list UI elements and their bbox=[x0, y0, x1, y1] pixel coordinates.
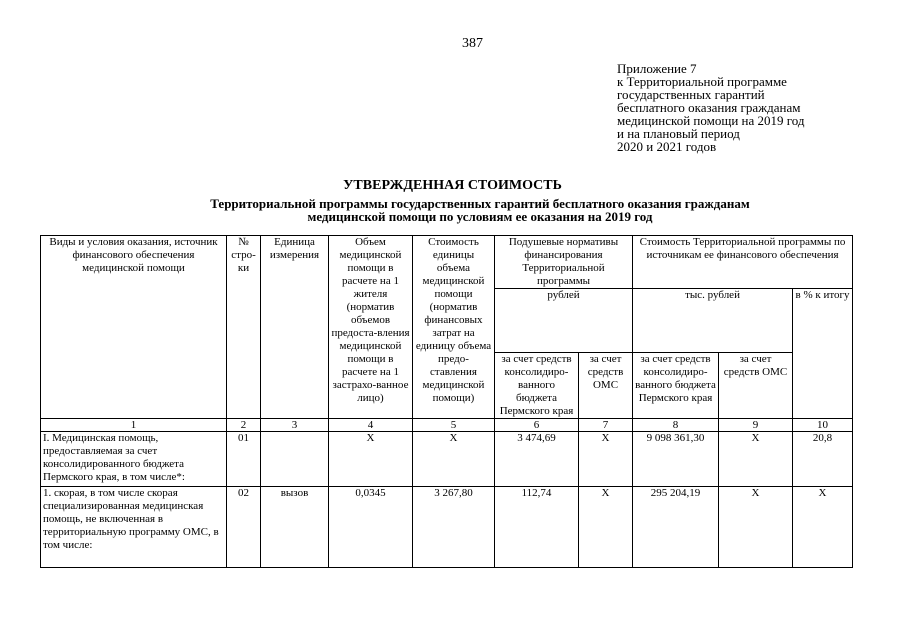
table-row bbox=[41, 487, 853, 568]
header-per-capita-oms: за счет средств ОМС bbox=[579, 353, 633, 419]
row-volume: 0,0345 bbox=[329, 487, 413, 568]
row-volume: X bbox=[329, 432, 413, 487]
header-type: Виды и условия оказания, источник финансового обеспечения медицинской помощи bbox=[41, 236, 227, 419]
appendix-line: к Территориальной программе bbox=[617, 74, 787, 89]
row-unit: вызов bbox=[261, 487, 329, 568]
row-per-capita-budget: 3 474,69 bbox=[495, 432, 579, 487]
header-unit-cost: Стоимость единицы объема медицинской помощи (норматив финансовых затрат на единицу объема предо-ставления медицинской помощи) bbox=[413, 236, 495, 419]
header-rubles: рублей bbox=[495, 289, 633, 353]
column-number: 9 bbox=[719, 419, 793, 432]
row-unit-cost: X bbox=[413, 432, 495, 487]
column-number: 2 bbox=[227, 419, 261, 432]
column-number-row bbox=[41, 419, 853, 432]
table-row bbox=[41, 432, 853, 487]
row-total-budget: 9 098 361,30 bbox=[633, 432, 719, 487]
header-total-oms: за счет средств ОМС bbox=[719, 353, 793, 419]
row-total-oms: X bbox=[719, 432, 793, 487]
header-total-budget: за счет средств консолидиро-ванного бюджета Пермского края bbox=[633, 353, 719, 419]
row-name: 1. скорая, в том числе скорая специализированная медицинская помощь, не включенная в территориальную программу ОМС, в том числе: bbox=[41, 487, 227, 568]
row-percent: X bbox=[793, 487, 853, 568]
appendix-line: и на плановый период bbox=[617, 126, 740, 141]
document-subtitle bbox=[140, 197, 820, 223]
row-percent: 20,8 bbox=[793, 432, 853, 487]
appendix-line: 2020 и 2021 годов bbox=[617, 139, 717, 154]
row-unit-cost: 3 267,80 bbox=[413, 487, 495, 568]
row-per-capita-oms: X bbox=[579, 432, 633, 487]
subtitle-line: Территориальной программы государственных гарантий бесплатного оказания гражданам bbox=[210, 196, 750, 211]
appendix-block bbox=[617, 62, 877, 153]
appendix-line: медицинской помощи на 2019 год bbox=[617, 113, 805, 128]
column-number: 1 bbox=[41, 419, 227, 432]
appendix-line: государственных гарантий bbox=[617, 87, 765, 102]
appendix-line: бесплатного оказания гражданам bbox=[617, 100, 801, 115]
header-per-capita-budget: за счет средств консолидиро-ванного бюджета Пермского края bbox=[495, 353, 579, 419]
row-name: I. Медицинская помощь, предоставляемая за счет консолидированного бюджета Пермского края, в том числе*: bbox=[41, 432, 227, 487]
row-total-budget: 295 204,19 bbox=[633, 487, 719, 568]
header-line-number: № стро-ки bbox=[227, 236, 261, 419]
cost-table bbox=[40, 235, 853, 568]
column-number: 6 bbox=[495, 419, 579, 432]
row-total-oms: X bbox=[719, 487, 793, 568]
column-number: 10 bbox=[793, 419, 853, 432]
document-title: УТВЕРЖДЕННАЯ СТОИМОСТЬ bbox=[343, 178, 562, 193]
header-thousand-rubles: тыс. рублей bbox=[633, 289, 793, 353]
row-per-capita-oms: X bbox=[579, 487, 633, 568]
row-line-number: 02 bbox=[227, 487, 261, 568]
subtitle-line: медицинской помощи по условиям ее оказания на 2019 год bbox=[307, 209, 653, 224]
row-line-number: 01 bbox=[227, 432, 261, 487]
column-number: 5 bbox=[413, 419, 495, 432]
header-percent: в % к итогу bbox=[793, 289, 853, 419]
column-number: 4 bbox=[329, 419, 413, 432]
header-unit: Единица измерения bbox=[261, 236, 329, 419]
column-number: 3 bbox=[261, 419, 329, 432]
header-volume: Объем медицинской помощи в расчете на 1 жителя (норматив объемов предоста-вления медицинской помощи в расчете на 1 застрахо-ванное лицо) bbox=[329, 236, 413, 419]
header-total-cost-group: Стоимость Территориальной программы по источникам ее финансового обеспечения bbox=[633, 236, 853, 289]
page-number: 387 bbox=[462, 36, 483, 51]
row-per-capita-budget: 112,74 bbox=[495, 487, 579, 568]
appendix-line: Приложение 7 bbox=[617, 61, 697, 76]
column-number: 7 bbox=[579, 419, 633, 432]
header-per-capita-group: Подушевые нормативы финансирования Территориальной программы bbox=[495, 236, 633, 289]
row-unit bbox=[261, 432, 329, 487]
column-number: 8 bbox=[633, 419, 719, 432]
